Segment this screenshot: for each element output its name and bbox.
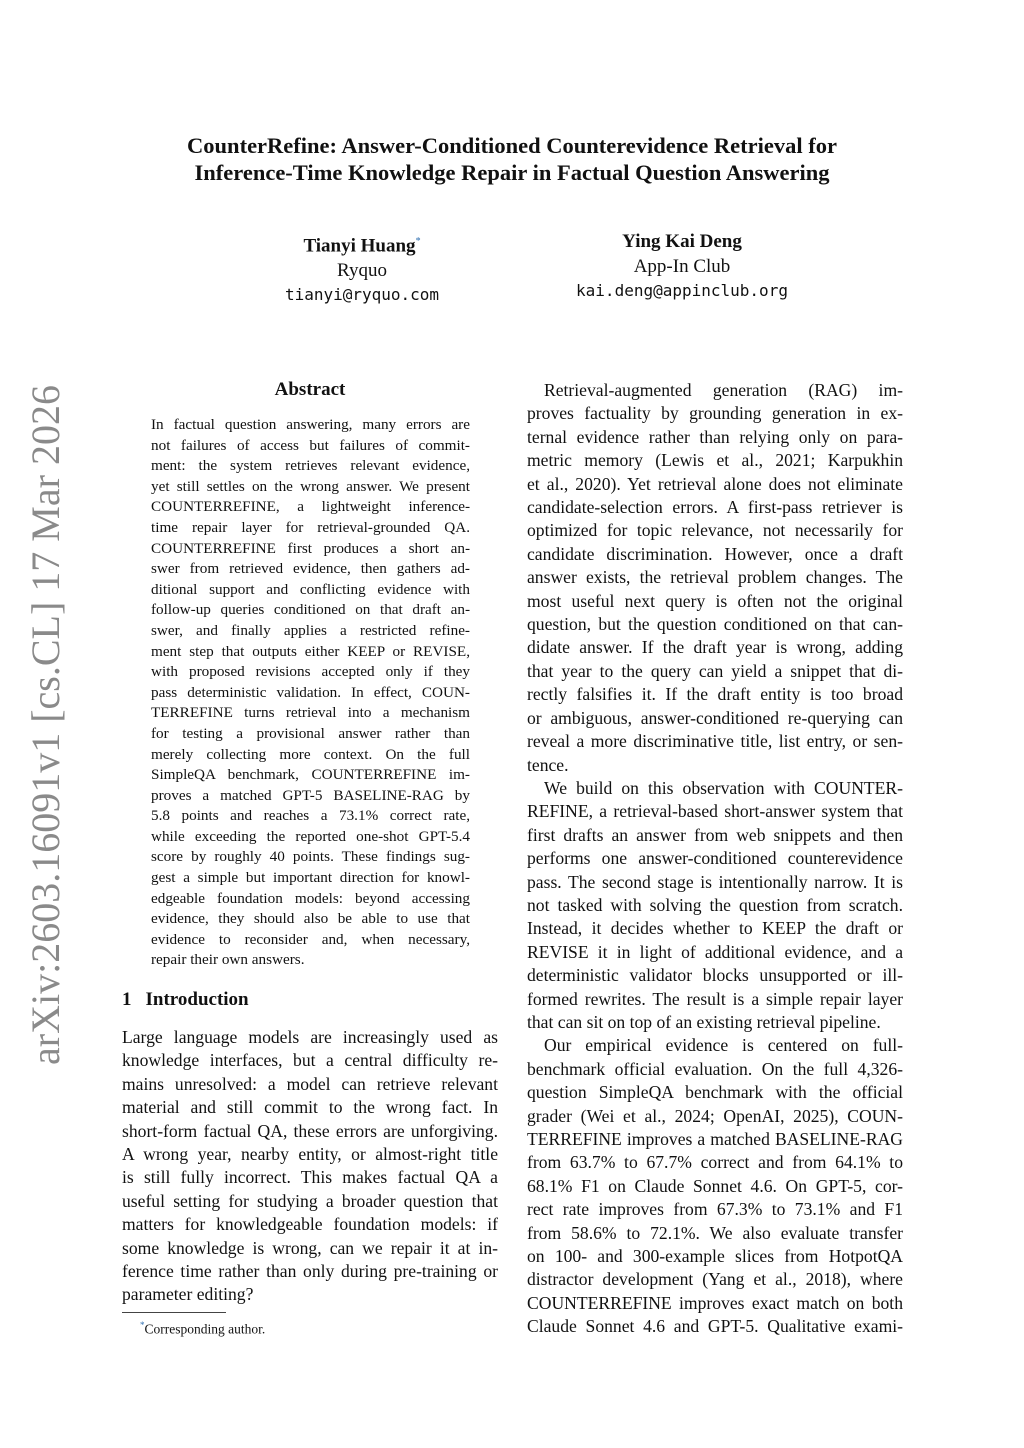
title-line-2: Inference-Time Knowledge Repair in Factual Question Answering [194, 160, 830, 185]
body-line: deterministic validator blocks unsupported or ill- [527, 965, 903, 986]
body-line: Large language models are increasingly used as [122, 1027, 498, 1047]
abstract-line: COUNTERREFINE, a lightweight inference- [151, 498, 470, 516]
body-line: tence. [527, 754, 569, 775]
body-line: Claude Sonnet 4.6 and GPT-5. Qualitative exami- [527, 1316, 903, 1337]
body-line: knowledge interfaces, but a central difficulty re- [122, 1050, 498, 1071]
body-line: benchmark official evaluation. On the full 4,326- [527, 1058, 903, 1079]
body-line: formed rewrites. The result is a simple repair layer [527, 988, 903, 1009]
body-line: from 63.7% to 67.7% correct and from 64.1% to [527, 1152, 903, 1173]
abstract-line: for testing a provisional answer rather than [151, 724, 470, 742]
title-line-1: CounterRefine: Answer-Conditioned Counterevidence Retrieval for [187, 133, 837, 158]
abstract-line: with proposed revisions accepted only if they [151, 663, 470, 681]
body-line: A wrong year, nearby entity, or almost-right title [122, 1144, 498, 1165]
body-line: or ambiguous, answer-conditioned re-querying can [527, 707, 903, 728]
abstract-line: time repair layer for retrieval-grounded QA. [151, 518, 470, 536]
abstract-line: yet still settles on the wrong answer. We present [151, 477, 470, 495]
body-line: from 58.6% to 72.1%. We also evaluate transfer [527, 1222, 903, 1243]
footnote-rule [122, 1312, 226, 1313]
author-email: kai.deng@appinclub.org [576, 281, 788, 300]
abstract-line: merely collecting more context. On the full [151, 745, 470, 763]
body-line: short-form factual QA, these errors are unforgiving. [122, 1120, 498, 1141]
body-line: is still fully incorrect. This makes factual QA a [122, 1167, 498, 1188]
body-line: pass. The second stage is intentionally narrow. It is [527, 871, 903, 892]
abstract-line: In factual question answering, many errors are [151, 416, 470, 433]
section-heading-introduction [122, 988, 249, 1012]
body-line: answer exists, the retrieval problem changes. The [527, 567, 903, 588]
body-line: first drafts an answer from web snippets and then [527, 824, 903, 845]
author-affiliation: Ryquo [337, 259, 387, 281]
author-name: Ying Kai Deng [622, 231, 742, 252]
body-line: reveal a more discriminative title, list entry, or sen- [527, 731, 903, 752]
body-line: question, but the question conditioned on that can- [527, 614, 903, 635]
body-line: material and still commit to the wrong fact. In [122, 1097, 498, 1118]
body-line: didate answer. If the draft year is wrong, adding [527, 637, 903, 658]
corresponding-mark: * [415, 236, 421, 247]
footnote [140, 1316, 265, 1339]
body-line: distractor development (Yang et al., 2018), where [527, 1269, 903, 1290]
footnote-text: Corresponding author. [144, 1321, 266, 1337]
body-line: metric memory (Lewis et al., 2021; Karpukhin [527, 450, 903, 471]
body-line: that can sit on top of an existing retrieval pipeline. [527, 1011, 881, 1032]
body-line: et al., 2020). Yet retrieval alone does not eliminate [527, 473, 903, 494]
paper-title [100, 132, 924, 186]
abstract-line: not failures of access but failures of commit- [151, 436, 470, 454]
author-email: tianyi@ryquo.com [284, 285, 440, 305]
abstract-line: follow-up queries conditioned on that draft an- [151, 601, 470, 619]
abstract-line: ditional support and conflicting evidence with [151, 580, 470, 598]
body-line: 68.1% F1 on Claude Sonnet 4.6. On GPT-5, cor- [527, 1175, 903, 1196]
abstract-line: SimpleQA benchmark, COUNTERREFINE im- [151, 766, 470, 784]
abstract-line: ment step that outputs either KEEP or REVISE, [151, 642, 470, 660]
body-line: that year to the query can yield a snippet that di- [527, 660, 903, 681]
body-line: REFINE, a retrieval-based short-answer system that [527, 801, 903, 822]
abstract-line: while exceeding the reported one-shot GPT-5.4 [151, 827, 470, 845]
body-line: rectly falsifies it. If the draft entity is too broad [527, 684, 903, 705]
abstract-line: swer, and finally applies a restricted refine- [151, 621, 470, 639]
body-line: mains unresolved: a model can retrieve relevant [122, 1073, 498, 1094]
body-line: rect rate improves from 67.3% to 73.1% and F1 [527, 1199, 903, 1220]
body-line: question SimpleQA benchmark with the official [527, 1082, 903, 1103]
body-line: parameter editing? [122, 1284, 254, 1305]
body-line: Our empirical evidence is centered on full- [544, 1035, 903, 1056]
abstract-line: score by roughly 40 points. These findings sug- [151, 848, 470, 866]
body-line: matters for knowledgeable foundation models: if [122, 1214, 498, 1235]
body-line: not tasked with solving the question from scratch. [527, 894, 903, 915]
abstract-line: evidence to reconsider and, when necessary, [151, 930, 470, 948]
author-block-1 [212, 230, 512, 308]
body-line: COUNTERREFINE improves exact match on both [527, 1292, 903, 1313]
abstract-line: swer from retrieved evidence, then gathers ad- [151, 560, 470, 578]
body-line: candidate-selection errors. A first-pass retriever is [527, 497, 903, 518]
intro-right-column [527, 379, 903, 1339]
author-block-2 [532, 230, 832, 304]
intro-left-column [122, 1026, 498, 1307]
body-line: most useful next query is often not the original [527, 590, 903, 611]
abstract-line: evidence, they should also be able to use that [151, 910, 470, 928]
abstract-line: pass deterministic validation. In effect, COUN- [151, 683, 470, 701]
body-line: on 100- and 300-example slices from HotpotQA [527, 1246, 903, 1267]
author-name: Tianyi Huang [303, 235, 416, 257]
body-line: Retrieval-augmented generation (RAG) im- [544, 380, 903, 400]
body-line: ternal evidence rather than relying only on para- [527, 426, 903, 447]
body-line: ference time rather than only during pre-training or [122, 1261, 498, 1282]
body-line: TERREFINE improves a matched BASELINE-RAG [527, 1129, 903, 1149]
abstract-line: ment: the system retrieves relevant evidence, [151, 457, 470, 475]
body-line: REVISE it in light of additional evidence, and a [527, 941, 903, 962]
body-line: Instead, it decides whether to KEEP the draft or [527, 918, 903, 939]
abstract-line: gest a simple but important direction for knowl- [151, 869, 470, 887]
abstract-line: repair their own answers. [151, 951, 305, 969]
body-line: optimized for topic relevance, not necessarily for [527, 520, 903, 541]
abstract-line: TERREFINE turns retrieval into a mechanism [151, 704, 470, 722]
author-affiliation: App-In Club [633, 255, 731, 277]
arxiv-identifier: arXiv:2603.16091v1 [cs.CL] 17 Mar 2026 [23, 385, 68, 1065]
section-title: Introduction [145, 989, 249, 1010]
abstract-line: COUNTERREFINE first produces a short an- [151, 539, 470, 557]
abstract-line: 5.8 points and reaches a 73.1% correct rate, [151, 807, 470, 825]
body-line: candidate discrimination. However, once a draft [527, 543, 903, 564]
abstract-body [151, 415, 470, 971]
body-line: some knowledge is wrong, can we repair it at in- [122, 1237, 498, 1258]
body-line: performs one answer-conditioned counterevidence [527, 848, 903, 869]
body-line: proves factuality by grounding generation in ex- [527, 403, 903, 424]
abstract-heading: Abstract [274, 379, 346, 400]
abstract-line: edgeable foundation models: beyond accessing [151, 889, 470, 907]
abstract-line: proves a matched GPT-5 BASELINE-RAG by [151, 786, 470, 804]
section-number: 1 [122, 989, 132, 1010]
body-line: We build on this observation with COUNTER- [544, 777, 903, 798]
footnote-mark: * [140, 1320, 145, 1330]
body-line: grader (Wei et al., 2024; OpenAI, 2025), COUN- [527, 1105, 903, 1126]
body-line: useful setting for studying a broader question that [122, 1190, 498, 1211]
